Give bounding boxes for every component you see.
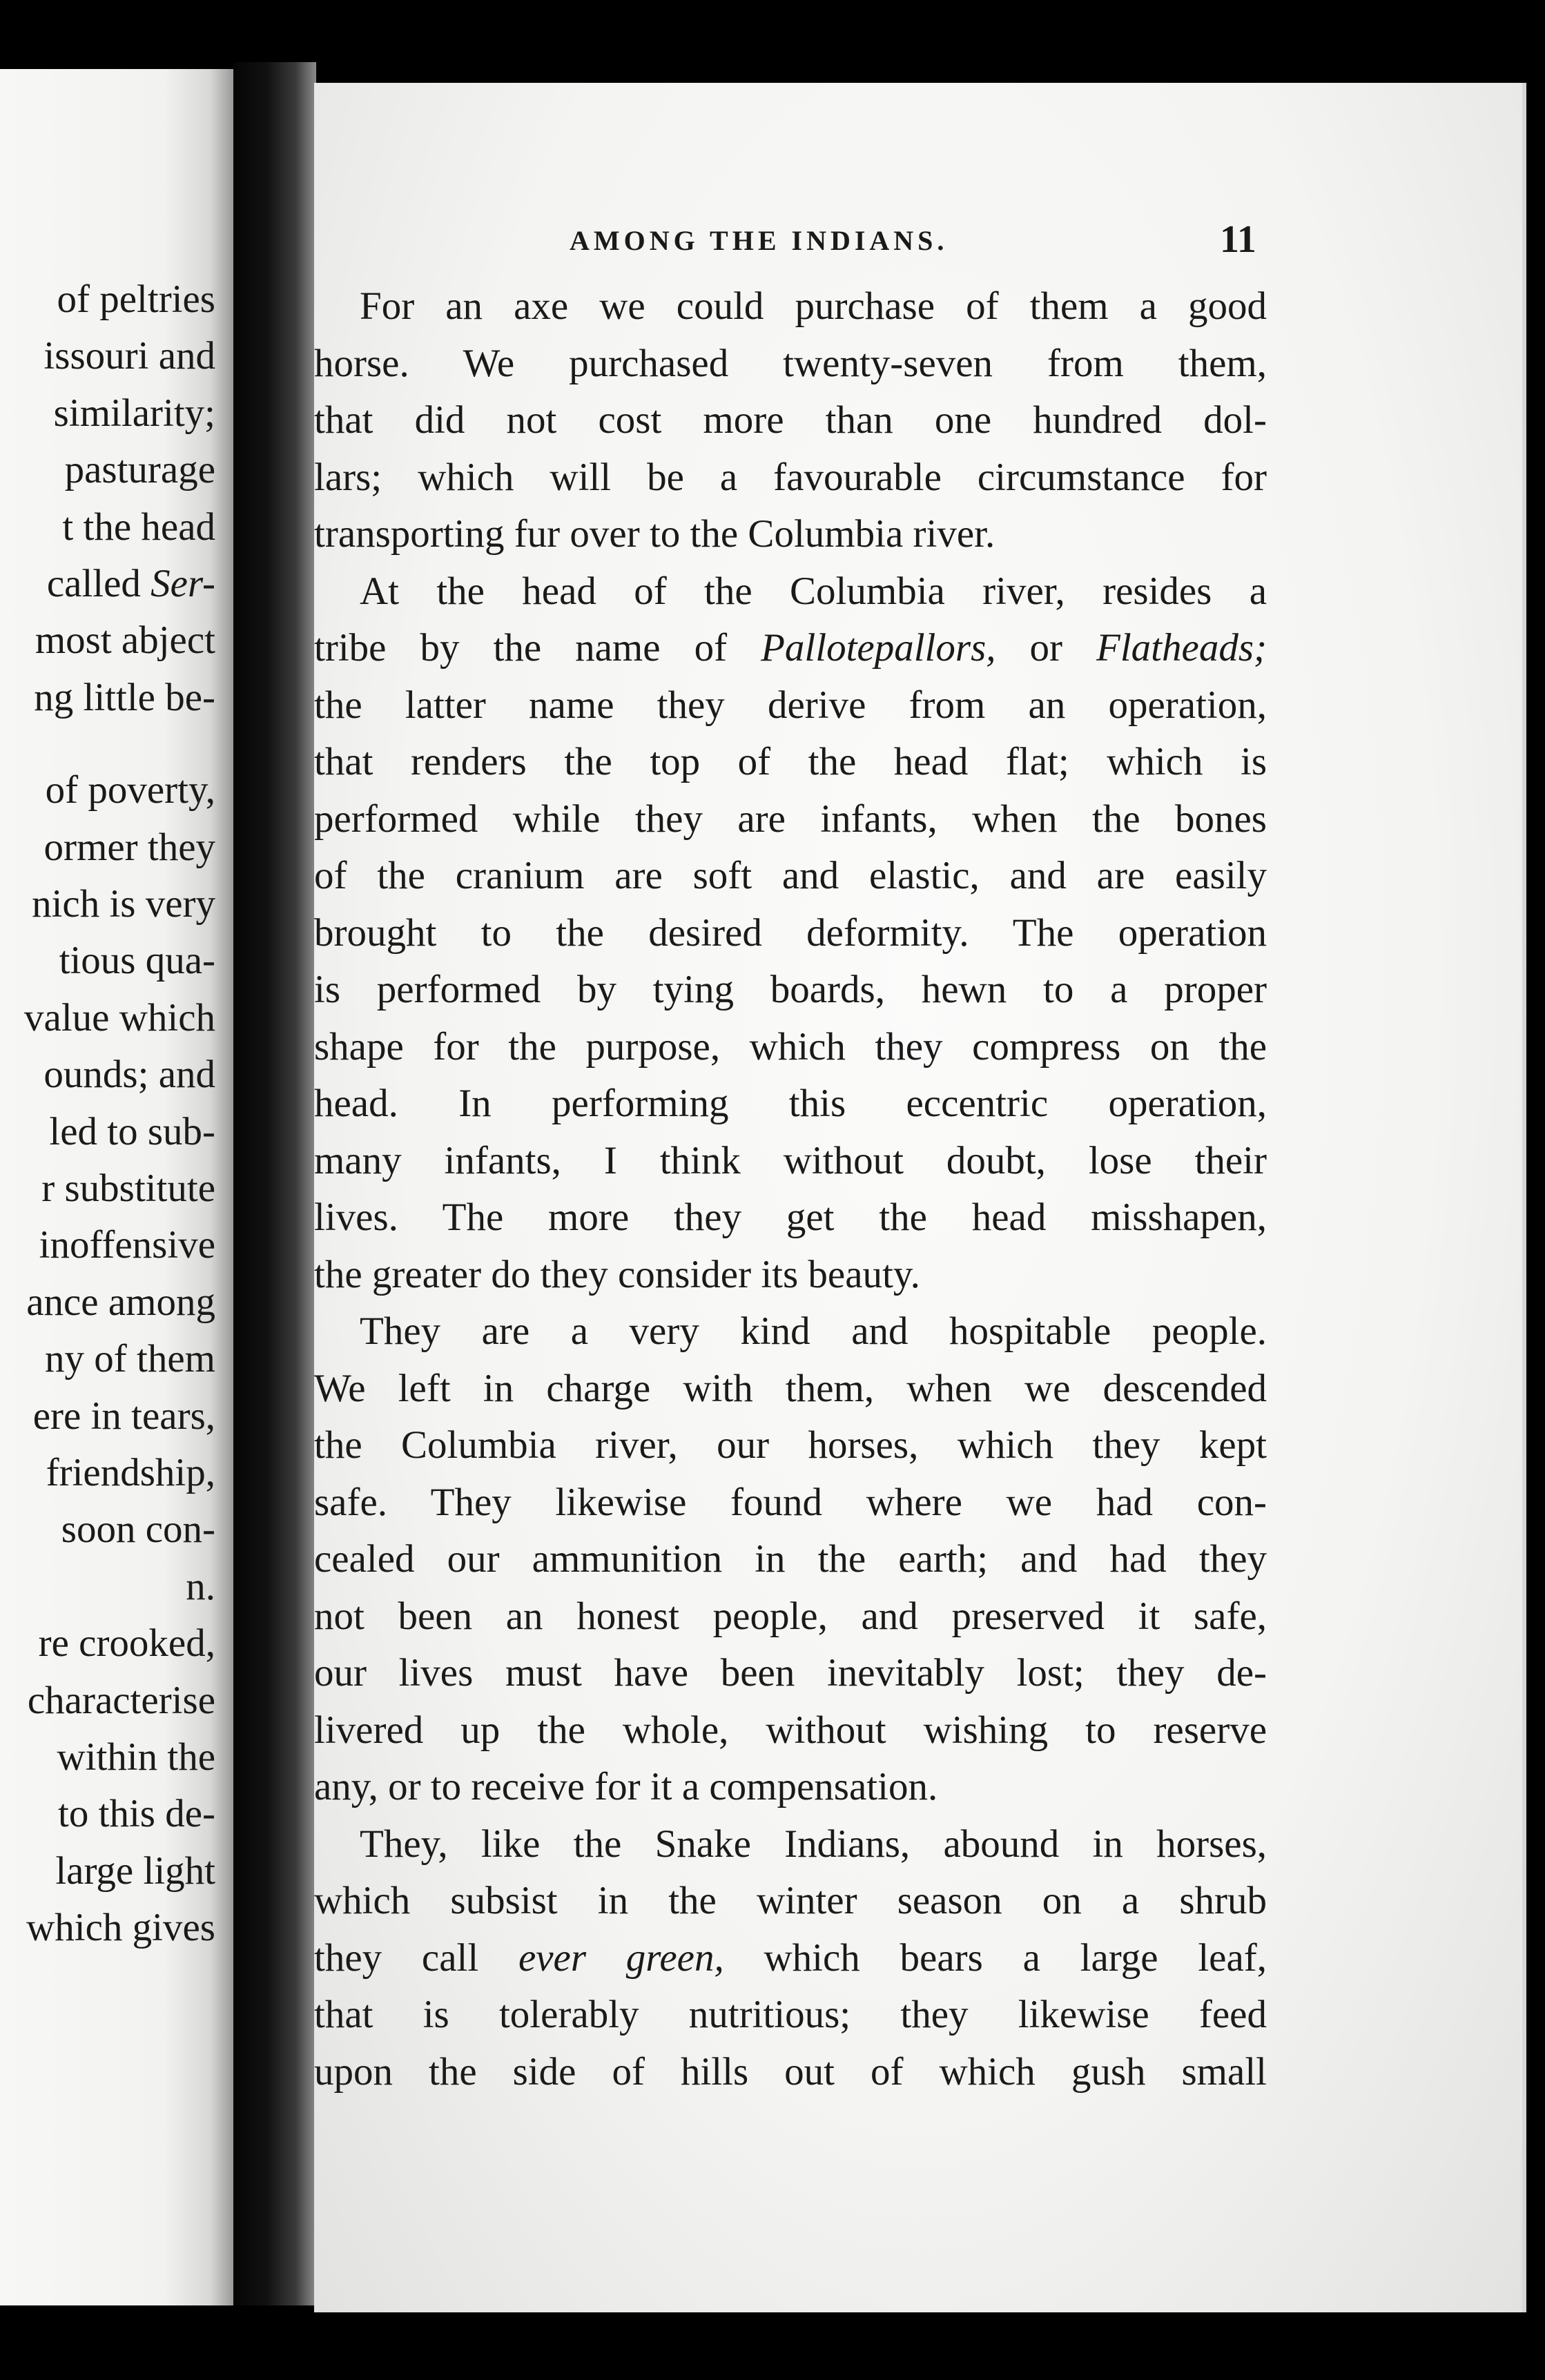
left-page-line: r substitute (41, 1167, 215, 1210)
left-page-line: within the (57, 1735, 215, 1779)
text-line: that did not cost more than one hundred dol- (314, 398, 1267, 442)
text-line: We left in charge with them, when we descended (314, 1366, 1267, 1410)
left-page-line: pasturage (64, 448, 215, 492)
text-line: For an axe we could purchase of them a good (360, 284, 1267, 328)
text-line: the Columbia river, our horses, which they kept (314, 1423, 1267, 1467)
left-page-line: characterise (27, 1678, 215, 1722)
right-page (314, 83, 1526, 2312)
text-line: many infants, I think without doubt, lose their (314, 1138, 1267, 1182)
left-page-line: tious qua- (59, 939, 215, 983)
text-line: not been an honest people, and preserved it safe, (314, 1594, 1267, 1638)
left-page-line: ounds; and (43, 1053, 215, 1097)
left-page-line: called Ser- (46, 562, 215, 605)
left-page-line: similarity; (53, 391, 215, 435)
text-line: which subsist in the winter season on a shrub (314, 1879, 1267, 1922)
text-line: tribe by the name of Pallotepallors, or Flatheads; (314, 626, 1267, 670)
text-line: is performed by tying boards, hewn to a proper (314, 968, 1267, 1011)
left-page-line: most abject (35, 618, 215, 663)
text-line: cealed our ammunition in the earth; and had they (314, 1537, 1267, 1581)
left-page-line: which gives (26, 1906, 215, 1950)
text-line: any, or to receive for it a compensation. (314, 1765, 938, 1808)
left-page-line: friendship, (46, 1451, 215, 1494)
text-line: that is tolerably nutritious; they likewise feed (314, 1993, 1267, 2036)
left-page-line: led to sub- (49, 1109, 215, 1153)
text-line: head. In performing this eccentric operation, (314, 1082, 1267, 1125)
running-head: AMONG THE INDIANS. (570, 225, 949, 256)
left-page-line: issouri and (43, 334, 215, 378)
left-page-line: value which (24, 995, 215, 1040)
text-line: the latter name they derive from an operation, (314, 683, 1267, 727)
page-number: 11 (1220, 218, 1256, 261)
left-page-line: n. (186, 1564, 215, 1608)
text-line: they call ever green, which bears a large leaf, (314, 1935, 1267, 1980)
text-line: upon the side of hills out of which gush small (314, 2049, 1267, 2094)
left-page-line: soon con- (61, 1508, 215, 1552)
text-line: the greater do they consider its beauty. (314, 1252, 920, 1296)
left-page-line: of peltries (57, 277, 215, 321)
text-line: livered up the whole, without wishing to reserve (314, 1708, 1267, 1752)
text-line: shape for the purpose, which they compress on the (314, 1024, 1267, 1069)
left-page-line: large light (55, 1849, 215, 1893)
text-line: lars; which will be a favourable circumstance for (314, 455, 1267, 499)
text-line: They are a very kind and hospitable people. (360, 1309, 1267, 1353)
text-line: brought to the desired deformity. The operation (314, 910, 1267, 955)
text-line: lives. The more they get the head misshapen, (314, 1196, 1267, 1239)
text-line: At the head of the Columbia river, resides a (360, 569, 1267, 613)
left-page-line: inoffensive (39, 1223, 215, 1267)
text-line: our lives must have been inevitably lost; they de- (314, 1651, 1267, 1695)
text-line: transporting fur over to the Columbia river. (314, 512, 995, 556)
book-gutter (233, 62, 316, 2305)
left-page-line: to this de- (58, 1792, 215, 1836)
text-line: of the cranium are soft and elastic, and are easily (314, 854, 1267, 897)
left-page-line: nich is very (32, 882, 215, 926)
left-page-line: ere in tears, (32, 1394, 215, 1438)
left-page-line: re crooked, (38, 1621, 215, 1666)
text-line: safe. They likewise found where we had con- (314, 1480, 1267, 1524)
left-page-line: t the head (62, 505, 215, 549)
left-page-fragment (0, 69, 233, 2305)
text-line: that renders the top of the head flat; which is (314, 740, 1267, 783)
text-line: horse. We purchased twenty-seven from them, (314, 341, 1267, 385)
text-line: They, like the Snake Indians, abound in horses, (360, 1822, 1267, 1866)
left-page-line: ance among (26, 1280, 215, 1324)
left-page-line: of poverty, (45, 768, 215, 812)
left-page-line: ny of them (45, 1337, 215, 1381)
left-page-line: ormer they (43, 825, 215, 869)
left-page-line: ng little be- (34, 675, 215, 719)
text-line: performed while they are infants, when the bones (314, 797, 1267, 841)
